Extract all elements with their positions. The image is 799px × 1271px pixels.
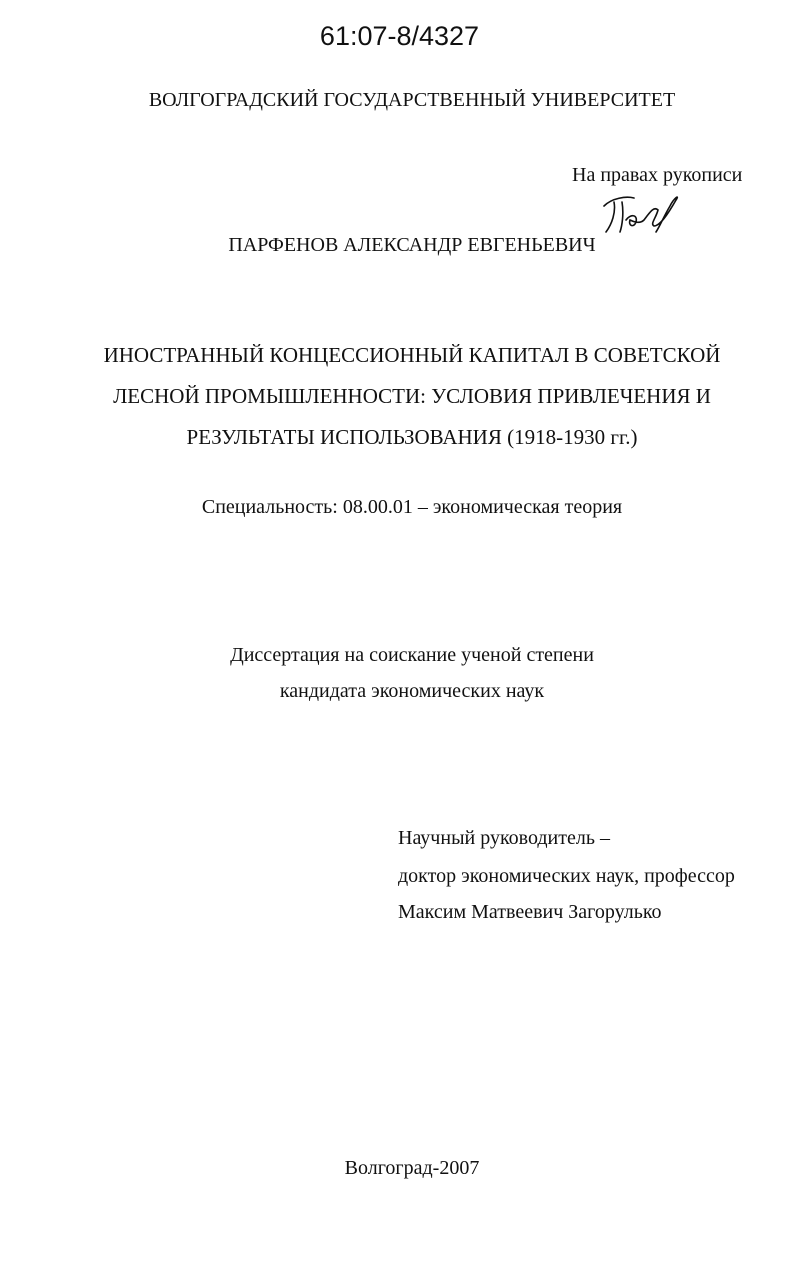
signature-image xyxy=(598,192,684,238)
degree-line: Диссертация на соискание ученой степени xyxy=(230,644,594,666)
author-name: ПАРФЕНОВ АЛЕКСАНДР ЕВГЕНЬЕВИЧ xyxy=(228,234,596,256)
archive-code: 61:07-8/4327 xyxy=(319,21,480,51)
city-year: Волгоград-2007 xyxy=(344,1157,480,1179)
supervisor-line: Научный руководитель – xyxy=(398,827,610,849)
supervisor-line: Максим Матвеевич Загорулько xyxy=(398,901,662,923)
manuscript-note: На правах рукописи xyxy=(572,164,743,186)
degree-line: кандидата экономических наук xyxy=(279,680,545,702)
university-name: ВОЛГОГРАДСКИЙ ГОСУДАРСТВЕННЫЙ УНИВЕРСИТЕТ xyxy=(148,89,676,111)
title-line: РЕЗУЛЬТАТЫ ИСПОЛЬЗОВАНИЯ (1918-1930 гг.) xyxy=(186,425,638,449)
supervisor-line: доктор экономических наук, профессор xyxy=(398,865,735,887)
title-line: ИНОСТРАННЫЙ КОНЦЕССИОННЫЙ КАПИТАЛ В СОВЕТСКОЙ xyxy=(103,343,721,367)
specialty: Специальность: 08.00.01 – экономическая теория xyxy=(201,496,623,518)
title-line: ЛЕСНОЙ ПРОМЫШЛЕННОСТИ: УСЛОВИЯ ПРИВЛЕЧЕНИЯ И xyxy=(113,384,711,408)
